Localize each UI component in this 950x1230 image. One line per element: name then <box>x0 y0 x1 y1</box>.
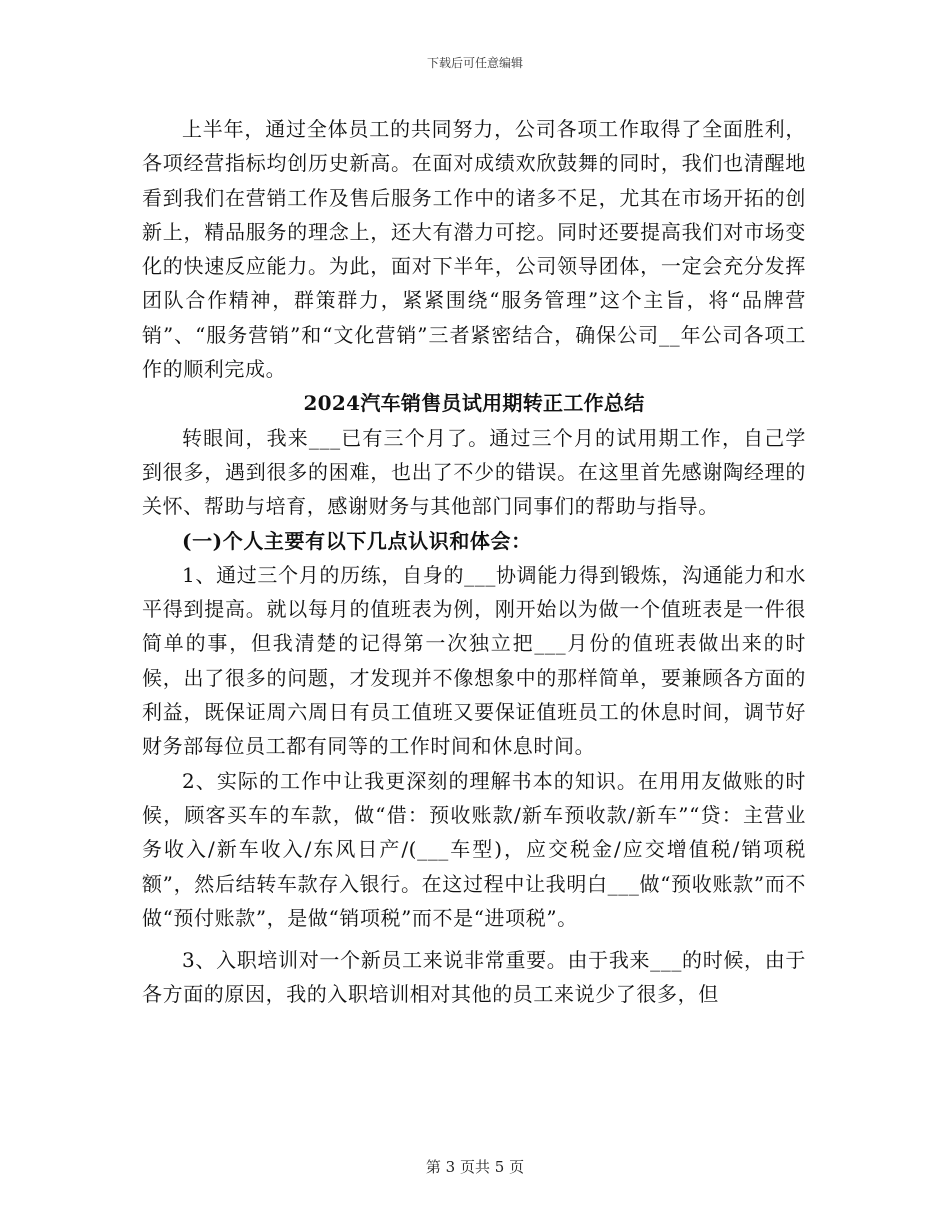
paragraph-point-1: 1、通过三个月的历练，自身的___协调能力得到锻炼，沟通能力和水平得到提高。就以每月的值班表为例，刚开始以为做一个值班表是一件很简单的事，但我清楚的记得第一次独立把___月份的值班表做出来的时候，出了很多的问题，才发现并不像想象中的那样简单，要兼顾各方面的利益，既保证周六周日有员工值班又要保证值班员工的休息时间，调节好财务部每位员工都有同等的工作时间和休息时间。 <box>142 562 806 759</box>
page-footer: 第 3 页共 5 页 <box>425 1158 525 1176</box>
intro-paragraph: 上半年，通过全体员工的共同努力，公司各项工作取得了全面胜利，各项经营指标均创历史新高。在面对成绩欢欣鼓舞的同时，我们也清醒地看到我们在营销工作及售后服务工作中的诸多不足，尤其在市场开拓的创新上，精品服务的理念上，还大有潜力可挖。同时还要提高我们对市场变化的快速反应能力。为此，面对下半年，公司领导团体，一定会充分发挥团队合作精神，群策群力，紧紧围绕“服务管理”这个主旨，将“品牌营销”、“服务营销”和“文化营销”三者紧密结合，确保公司__年公司各项工作的顺利完成。 <box>142 117 806 382</box>
document-body <box>142 112 806 1012</box>
section-heading: (一)个人主要有以下几点认识和体会： <box>182 528 532 553</box>
page-header: 下载后可任意编辑 <box>426 56 523 70</box>
paragraph-point-3: 3、入职培训对一个新员工来说非常重要。由于我来___的时候，由于各方面的原因，我的入职培训相对其他的员工来说少了很多，但 <box>142 948 806 1007</box>
paragraph-point-2: 2、实际的工作中让我更深刻的理解书本的知识。在用用友做账的时候，顾客买车的车款，做“借：预收账款/新车预收款/新车”“贷：主营业务收入/新车收入/东风日产/(___车型)，应交税金/应交增值税/销项税额”，然后结转车款存入银行。在这过程中让我明白___做“预收账款”而不做“预付账款”，是做“销项税”而不是“进项税”。 <box>142 768 806 930</box>
paragraph-opening: 转眼间，我来___已有三个月了。通过三个月的试用期工作，自己学到很多，遇到很多的困难，也出了不少的错误。在这里首先感谢陶经理的关怀、帮助与培育，感谢财务与其他部门同事们的帮助与指导。 <box>142 425 806 519</box>
article-title: 2024汽车销售员试用期转正工作总结 <box>303 391 645 416</box>
